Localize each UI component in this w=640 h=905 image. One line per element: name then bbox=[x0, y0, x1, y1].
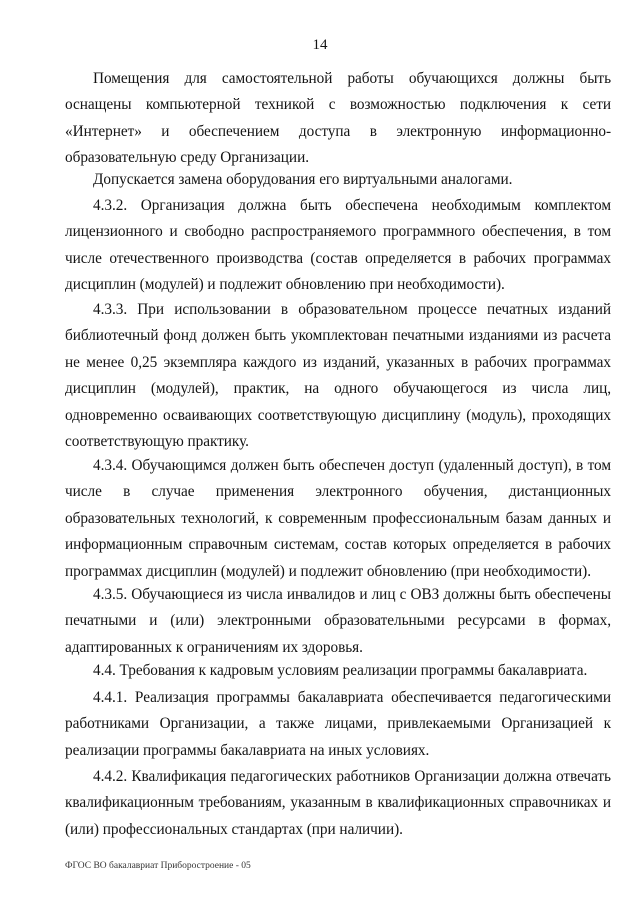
paragraph-premises: Помещения для самостоятельной работы обучающихся должны быть оснащены компьютерной техникой с возможностью подключения к сети «Интернет» и обеспечением доступа в электронную информационно-образовательную среду Организации. bbox=[65, 70, 611, 167]
paragraph-virtual-analogs: Допускается замена оборудования его виртуальными аналогами. bbox=[93, 171, 513, 188]
paragraph-4-4: 4.4. Требования к кадровым условиям реализации программы бакалавриата. bbox=[93, 662, 588, 679]
paragraph-4-3-4: 4.3.4. Обучающимся должен быть обеспечен доступ (удаленный доступ), в том числе в случае применения электронного обучения, дистанционных образовательных технологий, к современным профессиональным базам данных и информационным справочным системам, состав которых определяется в рабочих программах дисциплин (модулей) и подлежит обновлению (при необходимости). bbox=[65, 457, 611, 580]
paragraph-4-3-3: 4.3.3. При использовании в образовательном процессе печатных изданий библиотечный фонд должен быть укомплектован печатными изданиями из расчета не менее 0,25 экземпляра каждого из изданий, указанных в рабочих программах дисциплин (модулей), практик, на одного обучающегося из числа лиц, одновременно осваивающих соответствующую дисциплину (модуль), проходящих соответствующую практику. bbox=[65, 301, 611, 451]
paragraph-4-3-2: 4.3.2. Организация должна быть обеспечена необходимым комплектом лицензионного и свободно распространяемого программного обеспечения, в том числе отечественного производства (состав определяется в рабочих программах дисциплин (модулей) и подлежит обновлению при необходимости). bbox=[65, 197, 611, 294]
paragraph-4-3-5: 4.3.5. Обучающиеся из числа инвалидов и лиц с ОВЗ должны быть обеспечены печатными и (или) электронными образовательными ресурсами в формах, адаптированных к ограничениям их здоровья. bbox=[65, 586, 611, 656]
footer-note: ФГОС ВО бакалавриат Приборостроение - 05 bbox=[65, 861, 251, 871]
page-number: 14 bbox=[312, 37, 328, 53]
paragraph-4-4-2: 4.4.2. Квалификация педагогических работников Организации должна отвечать квалификационным требованиям, указанным в квалификационных справочниках и (или) профессиональных стандартах (при наличии). bbox=[65, 768, 611, 838]
paragraph-4-4-1: 4.4.1. Реализация программы бакалавриата обеспечивается педагогическими работниками Организации, а также лицами, привлекаемыми Организацией к реализации программы бакалавриата на иных условиях. bbox=[65, 689, 611, 759]
